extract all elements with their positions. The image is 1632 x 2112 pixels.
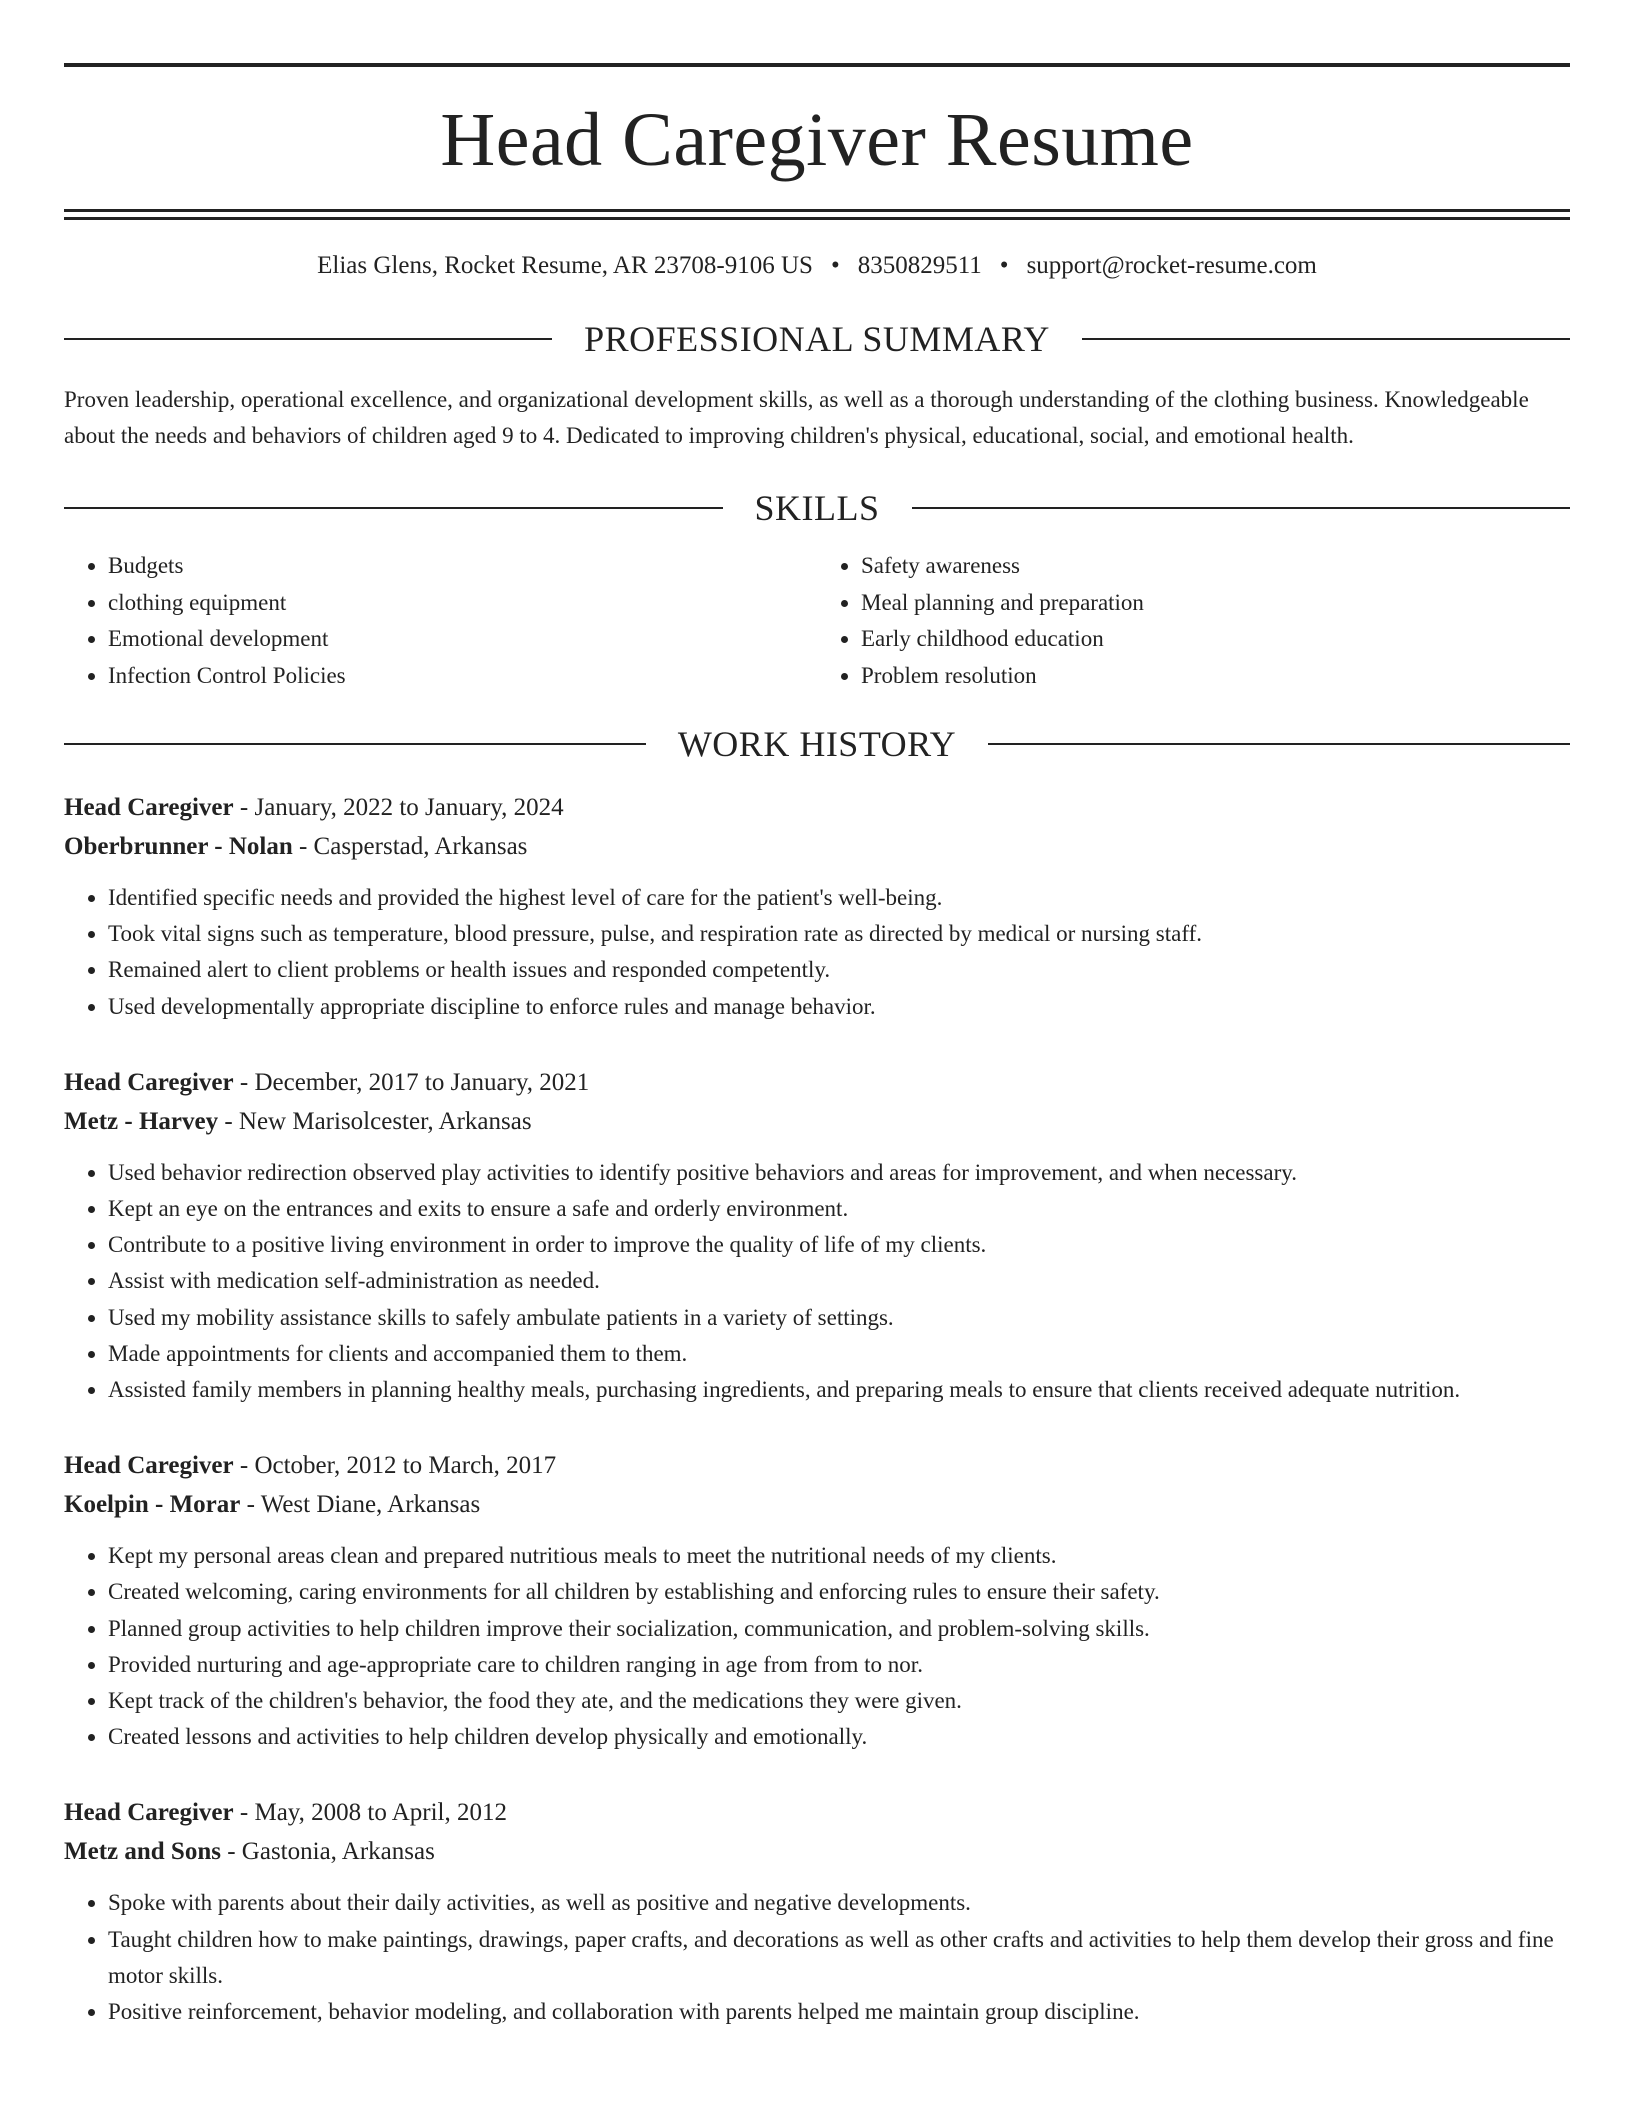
contact-line — [64, 251, 1570, 281]
heading-rule-right — [912, 507, 1571, 509]
skill-item: • Meal planning and preparation — [861, 585, 1570, 622]
job-duty-item: • Made appointments for clients and accompanied them to them. — [108, 1336, 1570, 1372]
summary-heading-label: PROFESSIONAL SUMMARY — [584, 319, 1050, 359]
contact-separator: • — [999, 252, 1009, 279]
job-duty-item: • Assisted family members in planning healthy meals, purchasing ingredients, and preparing meals to ensure that clients received adequate nutrition. — [108, 1372, 1570, 1408]
job-location: - New Marisolcester, Arkansas — [218, 1107, 532, 1135]
job-duty-item: • Assist with medication self-administration as needed. — [108, 1263, 1570, 1299]
job-title: Head Caregiver — [64, 794, 234, 821]
resume-page — [64, 0, 1570, 2030]
job-employer: Metz and Sons — [64, 1838, 221, 1866]
heading-rule-right — [1082, 338, 1570, 340]
job-duty-item: • Used developmentally appropriate discipline to enforce rules and manage behavior. — [108, 989, 1570, 1025]
job-dates: - May, 2008 to April, 2012 — [233, 1799, 508, 1827]
skill-item: • Budgets — [108, 548, 817, 585]
job-duty-item: • Taught children how to make paintings, drawings, paper crafts, and decorations as well as other crafts and activities to help them develop their gross and fine motor skills. — [108, 1922, 1570, 1994]
job-duty-item: • Planned group activities to help children improve their socialization, communication, and problem-solving skills. — [108, 1611, 1570, 1647]
work-history-heading-label: WORK HISTORY — [677, 724, 957, 764]
job-location: - West Diane, Arkansas — [240, 1491, 481, 1519]
job-duty-item: • Remained alert to client problems or health issues and responded competently. — [108, 952, 1570, 988]
job-employer-line — [64, 1832, 1570, 1871]
job-dates: - December, 2017 to January, 2021 — [233, 1068, 590, 1096]
job-employer: Oberbrunner - Nolan — [64, 833, 293, 860]
job-duty-item: • Spoke with parents about their daily activities, as well as positive and negative developments. — [108, 1885, 1570, 1921]
skill-item: • Safety awareness — [861, 548, 1570, 585]
summary-section-heading — [64, 319, 1570, 359]
skill-item: • clothing equipment — [108, 585, 817, 622]
job-duty-item: • Took vital signs such as temperature, blood pressure, pulse, and respiration rate as directed by medical or nursing staff. — [108, 916, 1570, 952]
contact-phone: 8350829511 — [857, 252, 982, 279]
contact-separator: • — [830, 252, 840, 279]
job-duty-item: • Used behavior redirection observed play activities to identify positive behaviors and areas for improvement, and when necessary. — [108, 1155, 1570, 1191]
job-title-line — [64, 788, 1570, 827]
job-entry — [64, 1063, 1570, 1408]
job-duty-item: • Contribute to a positive living environment in order to improve the quality of life of my clients. — [108, 1227, 1570, 1263]
job-duties-list — [64, 1538, 1570, 1755]
top-divider — [64, 63, 1570, 67]
job-title-line — [64, 1063, 1570, 1102]
skills-column-right — [817, 548, 1570, 694]
resume-title: Head Caregiver Resume — [440, 98, 1194, 182]
job-employer-line — [64, 1485, 1570, 1524]
heading-rule-right — [988, 743, 1570, 745]
job-entry — [64, 1446, 1570, 1755]
heading-rule-left — [64, 743, 646, 745]
job-duty-item: • Created lessons and activities to help children develop physically and emotionally. — [108, 1719, 1570, 1755]
job-entry — [64, 1793, 1570, 2030]
skill-item: • Infection Control Policies — [108, 658, 817, 695]
job-title-line — [64, 1446, 1570, 1485]
job-duty-item: • Kept track of the children's behavior, the food they ate, and the medications they were given. — [108, 1683, 1570, 1719]
job-title: Head Caregiver — [64, 1452, 234, 1480]
job-duties-list — [64, 1885, 1570, 2030]
job-duty-item: • Positive reinforcement, behavior modeling, and collaboration with parents helped me maintain group discipline. — [108, 1994, 1570, 2030]
job-duty-item: • Kept an eye on the entrances and exits to ensure a safe and orderly environment. — [108, 1191, 1570, 1227]
job-title-line — [64, 1793, 1570, 1832]
job-title: Head Caregiver — [64, 1068, 234, 1096]
job-location: - Gastonia, Arkansas — [220, 1838, 435, 1866]
job-dates: - October, 2012 to March, 2017 — [233, 1452, 557, 1480]
job-duties-list — [64, 880, 1570, 1025]
job-employer-line — [64, 1102, 1570, 1141]
job-duty-item: • Kept my personal areas clean and prepared nutritious meals to meet the nutritional needs of my clients. — [108, 1538, 1570, 1574]
job-employer: Koelpin - Morar — [64, 1491, 241, 1519]
skills-column-left — [64, 548, 817, 694]
job-location: - Casperstad, Arkansas — [292, 833, 528, 860]
job-duty-item: • Created welcoming, caring environments for all children by establishing and enforcing rules to ensure their safety. — [108, 1574, 1570, 1610]
skills-heading-label: SKILLS — [754, 488, 880, 528]
heading-rule-left — [64, 338, 552, 340]
job-duties-list — [64, 1155, 1570, 1408]
job-employer: Metz - Harvey — [64, 1107, 219, 1135]
job-duty-item: • Identified specific needs and provided the highest level of care for the patient's well-being. — [108, 880, 1570, 916]
contact-email[interactable]: support@rocket-resume.com — [1026, 252, 1317, 279]
skill-item: • Early childhood education — [861, 621, 1570, 658]
title-double-divider — [64, 209, 1570, 220]
skill-item: • Problem resolution — [861, 658, 1570, 695]
work-history-section-heading — [64, 724, 1570, 764]
job-duty-item: • Used my mobility assistance skills to safely ambulate patients in a variety of settings. — [108, 1300, 1570, 1336]
skills-list — [64, 548, 1570, 694]
contact-address: Elias Glens, Rocket Resume, AR 23708-9106 US — [317, 252, 813, 279]
job-entry — [64, 788, 1570, 1025]
job-duty-item: • Provided nurturing and age-appropriate care to children ranging in age from from to nor. — [108, 1647, 1570, 1683]
skills-section-heading — [64, 488, 1570, 528]
skill-item: • Emotional development — [108, 621, 817, 658]
job-dates: - January, 2022 to January, 2024 — [233, 794, 564, 821]
professional-summary-text: Proven leadership, operational excellence, and organizational development skills, as well as a thorough understanding of the clothing business. Knowledgeable about the needs and behaviors of children aged 9 to 4. Dedicated to improving children's physical, educational, social, and emotional health. — [64, 387, 1529, 448]
job-title: Head Caregiver — [64, 1799, 234, 1827]
heading-rule-left — [64, 507, 723, 509]
job-employer-line — [64, 827, 1570, 866]
